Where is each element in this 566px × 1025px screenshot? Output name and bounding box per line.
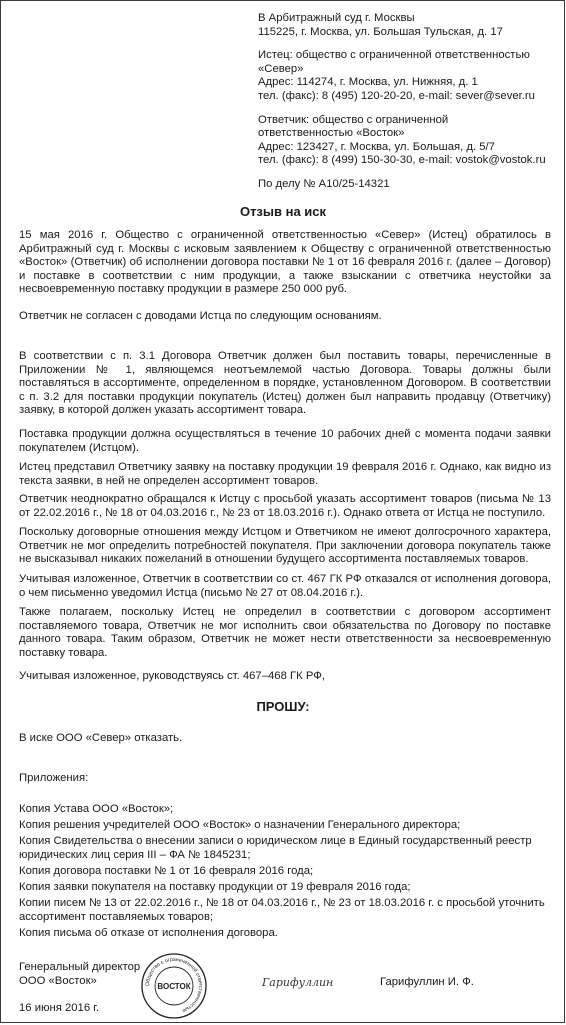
body-paragraph: Учитывая изложенное, руководствуясь ст. 467–468 ГК РФ, xyxy=(19,670,325,682)
intro-paragraph: Ответчик не согласен с доводами Истца по следующим основаниям. xyxy=(19,310,382,322)
body-paragraph: Учитывая изложенное, Ответчик в соответствии со ст. 467 ГК РФ отказался от исполнения договора, о чем письменно уведомил Истца (письмо № 27 от 08.04.2016 г.). xyxy=(19,573,551,599)
position-line: ООО «Восток» xyxy=(19,974,97,987)
stamp-seal xyxy=(140,952,208,1020)
request-text: В иске ООО «Север» отказать. xyxy=(19,732,183,744)
defendant-line: тел. (факс): 8 (499) 150-30-30, e-mail: vostok@vostok.ru xyxy=(258,154,546,167)
position-line: Генеральный директор xyxy=(19,961,141,973)
court-address xyxy=(258,12,558,39)
attachments-title: Приложения: xyxy=(19,772,89,784)
court-line: 115225, г. Москва, ул. Большая Тульская, д. 17 xyxy=(258,25,503,38)
court-line: В Арбитражный суд г. Москвы xyxy=(258,12,415,24)
plaintiff-line: «Север» xyxy=(258,62,304,75)
plaintiff-block xyxy=(258,49,558,103)
defendant-line: Ответчик: общество с ограниченной xyxy=(258,113,449,126)
document-title: Отзыв на иск xyxy=(239,204,327,219)
body-paragraph: Поскольку договорные отношения между Истцом и Ответчиком не имеют долгосрочного характера, Ответчик не мог определить потребностей покупателя. При заключении договора покупатель также не высказывал никаких пожеланий в отношении будущего ассортимента поставляемых товаров. xyxy=(19,526,551,566)
body-paragraph: Поставка продукции должна осуществляться в течение 10 рабочих дней с момента подачи заявки покупателем (Истцом). xyxy=(19,428,551,454)
attachment-item: Копия решения учредителей ООО «Восток» о назначении Генерального директора; xyxy=(19,819,461,831)
body-paragraph: Также полагаем, поскольку Истец не определил в соответствии с договором ассортимент поставляемого товара, Ответчик не мог исполнить свои обязательства по Договору по поставке данного товара. Таким образом, Ответчик не может нести ответственности за несвоевременную поставку товара. xyxy=(19,606,551,659)
signatory-name: Гарифуллин И. Ф. xyxy=(380,976,474,988)
body-paragraph: В соответствии с п. 3.1 Договора Ответчик должен был поставить товары, перечисленные в Приложении № 1, являющемся неотъемлемой частью Договора. Товары должны были поставляться в ассортименте, определенном в порядке, установленном Договором. В соответствии с п. 3.2 для поставки продукции покупатель (Истец) должен был направить продавцу (Ответчику) заявку, в которой должен указать ассортимент товара. xyxy=(19,350,551,417)
attachment-item: Копия письма об отказе от исполнения договора. xyxy=(19,927,278,939)
intro-paragraph: 15 мая 2016 г. Общество с ограниченной ответственностью «Север» (Истец) обратилось в Арбитражный суд г. Москвы с исковым заявлением к Обществу с ограниченной ответственностью «Восток» (Ответчик) об исполнении договора поставки № 1 от 16 февраля 2016 г. (далее – Договор) и поставке в соответствии с ним продукции, а также взыскании с ответчика неустойки за несвоевременную поставку продукции в размере 250 000 руб. xyxy=(19,229,551,296)
body-paragraph: Ответчик неоднократно обращался к Истцу с просьбой указать ассортимент товаров (письма № 13 от 22.02.2016 г., № 18 от 04.03.2016 г., № 23 от 18.03.2016 г.). Однако ответа от Истца не поступило. xyxy=(19,493,551,519)
defendant-line: ответственностью «Восток» xyxy=(258,127,405,140)
svg-text:Общество с ограниченной ответс: Общество с ограниченной ответственностью xyxy=(144,956,204,1014)
attachment-item: Копия договора поставки № 1 от 16 февраля 2016 года; xyxy=(19,865,314,877)
director-position xyxy=(19,961,140,988)
attachment-item: Копия заявки покупателя на поставку продукции от 19 февраля 2016 года; xyxy=(19,881,411,893)
defendant-line: Адрес: 123427, г. Москва, ул. Большая, д. 5/7 xyxy=(258,140,495,153)
attachment-item: Копии писем № 13 от 22.02.2016 г., № 18 от 04.03.2016 г., № 23 от 18.03.2016 г. с просьбой уточнить ассортимент поставляемых товаров; xyxy=(19,897,545,923)
attachment-item: Копия Свидетельства о внесении записи о юридическом лице в Единый государственный реестр юридических лиц серия III – ФА № 1845231; xyxy=(19,835,532,861)
header-block xyxy=(258,12,558,192)
attachment-item: Копия Устава ООО «Восток»; xyxy=(19,803,174,815)
signature-date: 16 июня 2016 г. xyxy=(19,1002,100,1014)
plaintiff-line: Адрес: 114274, г. Москва, ул. Нижняя, д. 1 xyxy=(258,76,478,89)
company-stamp xyxy=(140,952,208,1020)
handwritten-signature: Гарифуллин xyxy=(262,976,334,989)
stamp-center-text: ВОСТОК xyxy=(157,982,191,991)
plaintiff-line: тел. (факс): 8 (495) 120-20-20, e-mail: sever@sever.ru xyxy=(258,89,535,102)
case-number: По делу № А10/25-14321 xyxy=(258,177,390,190)
plaintiff-line: Истец: общество с ограниченной ответственностью xyxy=(258,49,530,62)
request-title: ПРОШУ: xyxy=(256,699,310,714)
defendant-block xyxy=(258,114,558,168)
body-paragraph: Истец представил Ответчику заявку на поставку продукции 19 февраля 2016 г. Однако, как видно из текста заявки, в ней не определен ассортимент товаров. xyxy=(19,461,551,487)
